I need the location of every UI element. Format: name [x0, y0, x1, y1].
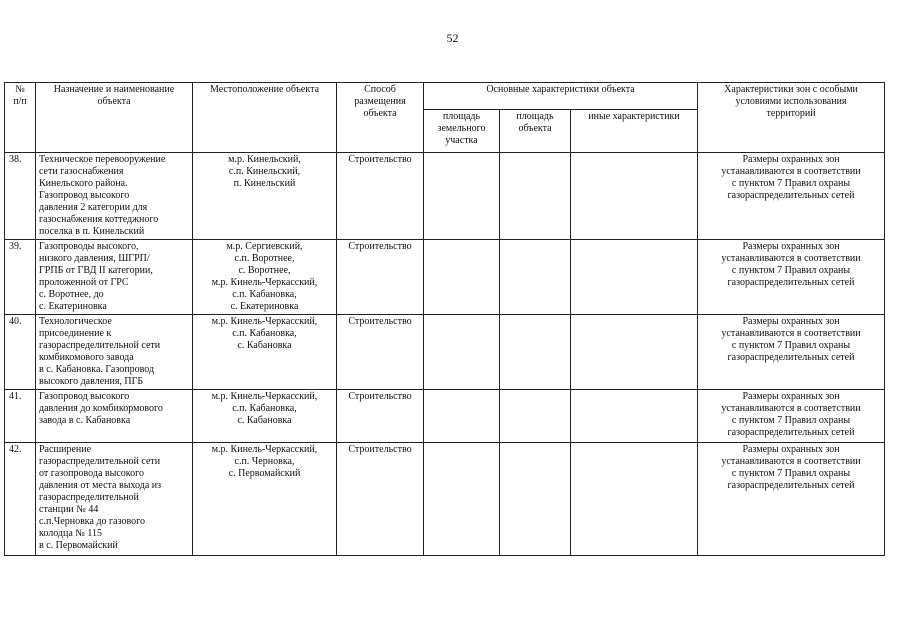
cell-location: м.р. Кинель-Черкасский, с.п. Черновка, с. Первомайский — [193, 443, 337, 556]
cell-num: 40. — [5, 315, 36, 390]
cell-name: Расширение газораспределительной сети от газопровода высокого давления от места выхода из газораспределительной станции № 44 с.п.Черновка до газового колодца № 115 в с. Первомайский — [36, 443, 193, 556]
cell-num: 39. — [5, 240, 36, 315]
header-location: Местоположение объекта — [193, 83, 337, 153]
header-method: Способ размещения объекта — [337, 83, 424, 153]
header-zones: Характеристики зон с особыми условиями использования территорий — [698, 83, 885, 153]
cell-other — [571, 315, 698, 390]
cell-name: Газопроводы высокого, низкого давления, ШГРП/ ГРПБ от ГВД II категории, проложенной от ГРС с. Воротнее, до с. Екатериновка — [36, 240, 193, 315]
header-land-area: площадь земельного участка — [424, 110, 500, 153]
table-row — [5, 390, 885, 443]
cell-land-area — [424, 390, 500, 443]
objects-table — [4, 82, 885, 556]
cell-method: Строительство — [337, 153, 424, 240]
cell-location: м.р. Кинель-Черкасский, с.п. Кабановка, с. Кабановка — [193, 315, 337, 390]
cell-object-area — [500, 240, 571, 315]
cell-method: Строительство — [337, 390, 424, 443]
cell-zones: Размеры охранных зон устанавливаются в соответствии с пунктом 7 Правил охраны газораспределительных сетей — [698, 443, 885, 556]
cell-location: м.р. Сергиевский, с.п. Воротнее, с. Воротнее, м.р. Кинель-Черкасский, с.п. Кабановка, с. Екатериновка — [193, 240, 337, 315]
cell-land-area — [424, 443, 500, 556]
cell-object-area — [500, 390, 571, 443]
cell-land-area — [424, 153, 500, 240]
cell-other — [571, 153, 698, 240]
cell-name: Техническое перевооружение сети газоснабжения Кинельского района. Газопровод высокого давления 2 категории для газоснабжения коттеджного поселка в п. Кинельский — [36, 153, 193, 240]
table-row — [5, 153, 885, 240]
cell-num: 41. — [5, 390, 36, 443]
cell-method: Строительство — [337, 443, 424, 556]
cell-num: 42. — [5, 443, 36, 556]
cell-method: Строительство — [337, 315, 424, 390]
cell-land-area — [424, 315, 500, 390]
table-row — [5, 315, 885, 390]
cell-other — [571, 240, 698, 315]
cell-method: Строительство — [337, 240, 424, 315]
header-object-area: площадь объекта — [500, 110, 571, 153]
cell-zones: Размеры охранных зон устанавливаются в соответствии с пунктом 7 Правил охраны газораспределительных сетей — [698, 315, 885, 390]
header-name: Назначение и наименование объекта — [36, 83, 193, 153]
cell-object-area — [500, 443, 571, 556]
cell-other — [571, 390, 698, 443]
cell-other — [571, 443, 698, 556]
header-other-characteristics: иные характеристики — [571, 110, 698, 153]
page-number: 52 — [446, 31, 459, 45]
cell-name: Газопровод высокого давления до комбикормового завода в с. Кабановка — [36, 390, 193, 443]
cell-object-area — [500, 315, 571, 390]
cell-location: м.р. Кинельский, с.п. Кинельский, п. Кинельский — [193, 153, 337, 240]
cell-zones: Размеры охранных зон устанавливаются в соответствии с пунктом 7 Правил охраны газораспределительных сетей — [698, 390, 885, 443]
cell-location: м.р. Кинель-Черкасский, с.п. Кабановка, с. Кабановка — [193, 390, 337, 443]
cell-zones: Размеры охранных зон устанавливаются в соответствии с пунктом 7 Правил охраны газораспределительных сетей — [698, 240, 885, 315]
cell-zones: Размеры охранных зон устанавливаются в соответствии с пунктом 7 Правил охраны газораспределительных сетей — [698, 153, 885, 240]
cell-object-area — [500, 153, 571, 240]
cell-land-area — [424, 240, 500, 315]
cell-num: 38. — [5, 153, 36, 240]
table-row — [5, 240, 885, 315]
header-main-characteristics: Основные характеристики объекта — [424, 83, 698, 110]
header-num: № п/п — [5, 83, 36, 153]
cell-name: Технологическое присоединение к газораспределительной сети комбикомового завода в с. Кабановка. Газопровод высокого давления, ПГБ — [36, 315, 193, 390]
table-row — [5, 443, 885, 556]
